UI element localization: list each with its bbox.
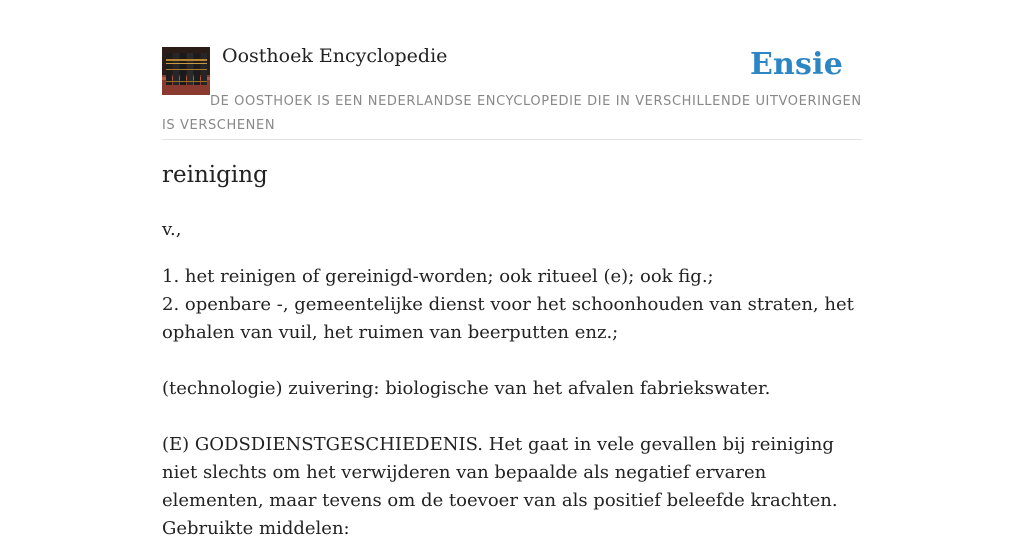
definition-1: 1. het reinigen of gereinigd-worden; ook ritueel (e); ook fig.;	[162, 266, 714, 287]
religion-definition: (E) GODSDIENSTGESCHIEDENIS. Het gaat in vele gevallen bij reiniging niet slechts om het verwijderen van bepaalde als negatief ervaren elementen, maar tevens om de toevoer van als positief beleefde krachten. Gebruikte middelen:	[162, 434, 838, 539]
page-title: reiniging	[162, 162, 268, 188]
spacer	[162, 403, 862, 431]
brand-logo[interactable]: Ensie	[749, 47, 843, 82]
grammar-label: v.,	[162, 219, 182, 240]
definition-2: 2. openbare -, gemeentelijke dienst voor het schoonhouden van straten, het ophalen van vuil, het ruimen van beerputten enz.;	[162, 294, 854, 343]
site-avatar[interactable]	[162, 47, 210, 95]
spacer	[162, 347, 862, 375]
site-title[interactable]: Oosthoek Encyclopedie	[222, 45, 448, 67]
technology-definition: (technologie) zuivering: biologische van het afvalen fabriekswater.	[162, 378, 771, 399]
encyclopedia-books-icon	[162, 47, 210, 95]
article-body	[162, 263, 862, 543]
site-header	[162, 0, 862, 140]
site-tagline: DE OOSTHOEK IS EEN NEDERLANDSE ENCYCLOPEDIE DIE IN VERSCHILLENDE UITVOERINGEN IS VERSCHENEN	[162, 94, 862, 133]
page	[162, 0, 862, 539]
